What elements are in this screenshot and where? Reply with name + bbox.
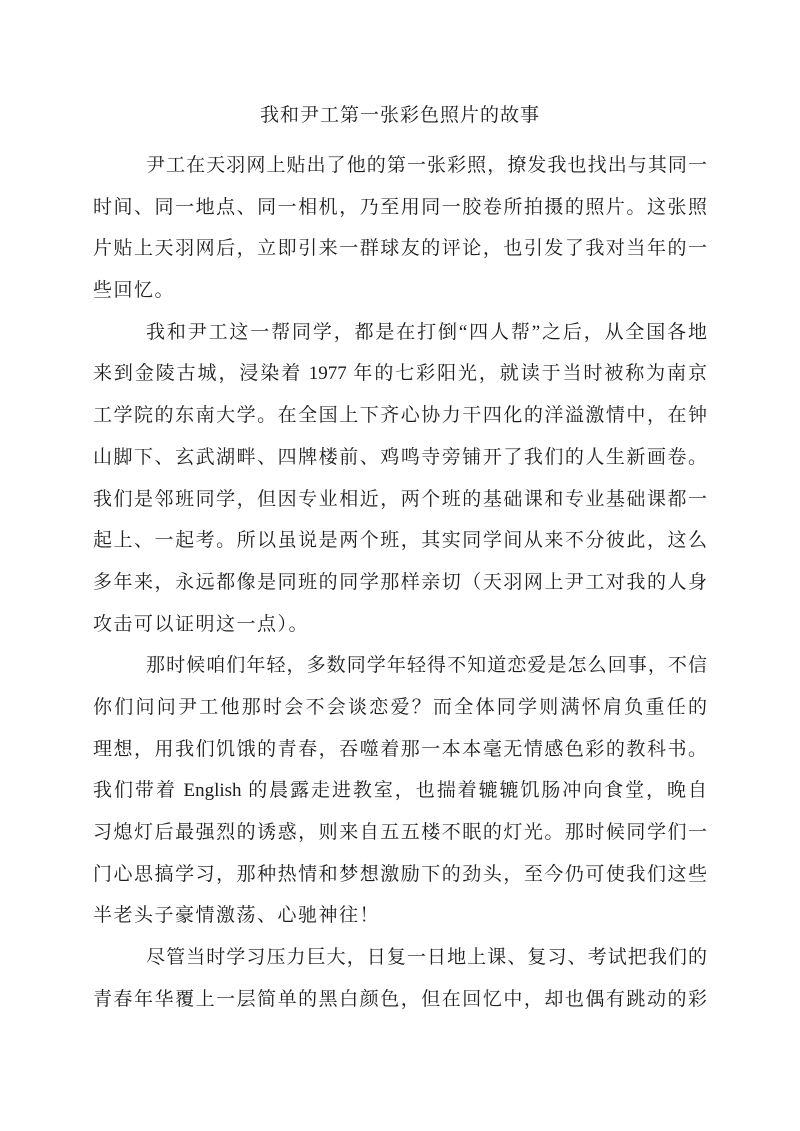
text-line: 你们问问尹工他那时会不会谈恋爱？而全体同学则满怀肩负重任的	[93, 696, 707, 718]
text-line: 起上、一起考。所以虽说是两个班，其实同学间从来不分彼此，这么	[93, 530, 707, 552]
text-line: 攻击可以证明这一点）。	[93, 613, 310, 635]
text-line: 山脚下、玄武湖畔、四牌楼前、鸡鸣寺旁铺开了我们的人生新画卷。	[93, 446, 707, 468]
text-line: 青春年华覆上一层简单的黑白颜色，但在回忆中，却也偶有跳动的彩	[93, 988, 707, 1010]
text-line: 理想，用我们饥饿的青春，吞噬着那一本本毫无情感色彩的教科书。	[93, 738, 707, 760]
text-line: 时间、同一地点、同一相机，乃至用同一胶卷所拍摄的照片。这张照	[93, 196, 707, 218]
text-line: 工学院的东南大学。在全国上下齐心协力干四化的洋溢激情中，在钟	[93, 405, 707, 427]
text-line: 尽管当时学习压力巨大，日复一日地上课、复习、考试把我们的	[146, 947, 707, 969]
text-line: 我们带着 English 的晨露走进教室，也揣着辘辘饥肠冲向食堂，晚自	[93, 780, 707, 802]
paragraph	[93, 145, 707, 312]
document-title: 我和尹工第一张彩色照片的故事	[259, 105, 540, 126]
text-line: 多年来，永远都像是同班的同学那样亲切（天羽网上尹工对我的人身	[93, 571, 707, 593]
text-line: 半老头子豪情激荡、心驰神往！	[93, 905, 381, 927]
text-line: 我们是邻班同学，但因专业相近，两个班的基础课和专业基础课都一	[93, 488, 707, 510]
text-line: 片贴上天羽网后，立即引来一群球友的评论，也引发了我对当年的一	[93, 238, 707, 260]
document-body	[93, 145, 707, 1020]
paragraph	[93, 312, 707, 646]
text-line: 我和尹工这一帮同学，都是在打倒“四人帮”之后，从全国各地	[146, 321, 707, 343]
paragraph	[93, 645, 707, 937]
paragraph	[93, 937, 707, 1020]
text-line: 门心思搞学习，那种热情和梦想激励下的劲头，至今仍可使我们这些	[93, 863, 707, 885]
text-line: 尹工在天羽网上贴出了他的第一张彩照，撩发我也找出与其同一	[146, 155, 707, 176]
text-line: 习熄灯后最强烈的诱惑，则来自五五楼不眠的灯光。那时候同学们一	[93, 822, 707, 843]
text-line: 来到金陵古城，浸染着 1977 年的七彩阳光，就读于当时被称为南京	[93, 363, 707, 385]
text-line: 些回忆。	[93, 280, 176, 302]
text-line: 那时候咱们年轻，多数同学年轻得不知道恋爱是怎么回事，不信	[146, 655, 707, 677]
